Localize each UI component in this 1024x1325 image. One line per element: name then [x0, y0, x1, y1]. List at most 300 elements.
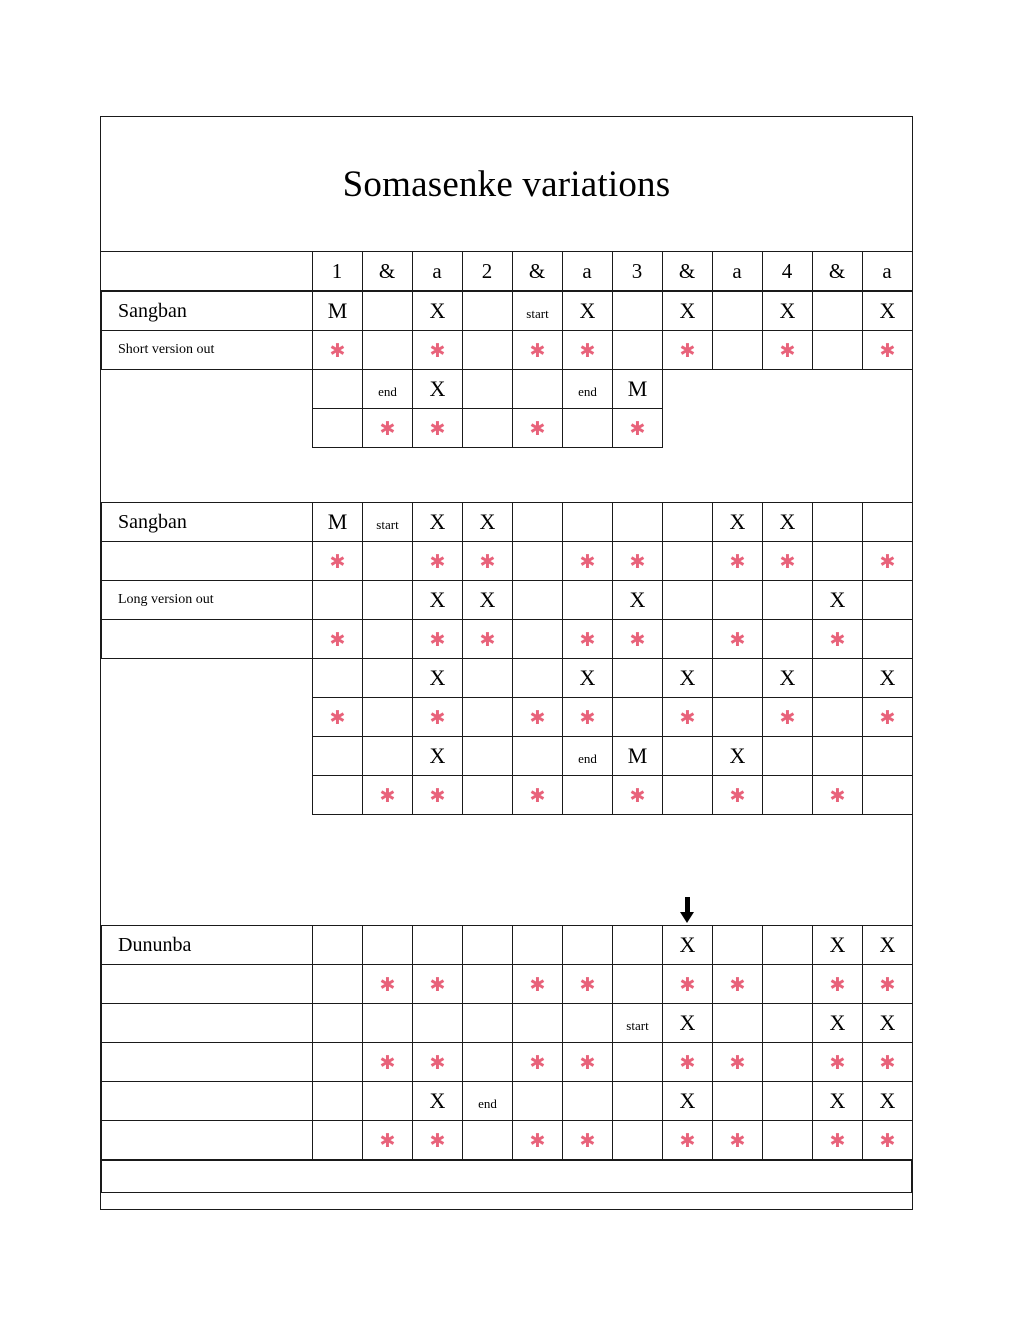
- beat-cell-7[interactable]: [613, 542, 663, 581]
- beat-cell-11[interactable]: [813, 370, 863, 409]
- beat-cell-9[interactable]: [713, 620, 763, 659]
- beat-cell-1[interactable]: [313, 965, 363, 1004]
- beat-cell-8[interactable]: [663, 620, 713, 659]
- beat-cell-9[interactable]: [713, 581, 763, 620]
- beat-cell-8[interactable]: [663, 1121, 713, 1160]
- beat-cell-1[interactable]: [313, 370, 363, 409]
- beat-cell-12[interactable]: [863, 581, 913, 620]
- beat-header-table: [101, 251, 913, 291]
- beat-cell-3[interactable]: [413, 370, 463, 409]
- beat-cell-5[interactable]: [513, 926, 563, 965]
- beat-cell-8[interactable]: [663, 965, 713, 1004]
- beat-cell-4[interactable]: [463, 737, 513, 776]
- beat-cell-11[interactable]: [813, 776, 863, 815]
- accent-star-glyph: ✱: [879, 974, 896, 996]
- beat-cell-4[interactable]: [463, 1004, 513, 1043]
- beat-cell-11[interactable]: [813, 737, 863, 776]
- beat-cell-8[interactable]: [663, 331, 713, 370]
- beat-cell-7[interactable]: [613, 1004, 663, 1043]
- beat-cell-11[interactable]: [813, 542, 863, 581]
- hit-glyph: X: [429, 665, 446, 690]
- beat-cell-1[interactable]: [313, 620, 363, 659]
- beat-cell-8[interactable]: [663, 776, 713, 815]
- beat-header-cell-10: 4: [762, 252, 812, 291]
- beat-cell-9[interactable]: [713, 698, 763, 737]
- beat-cell-6[interactable]: [563, 292, 613, 331]
- beat-cell-2[interactable]: [363, 776, 413, 815]
- row-label-empty: [102, 1043, 313, 1082]
- accent-star-glyph: ✱: [879, 707, 896, 729]
- beat-cell-9[interactable]: [713, 1043, 763, 1082]
- beat-cell-4[interactable]: [463, 1043, 513, 1082]
- accent-star-glyph: ✱: [529, 418, 546, 440]
- beat-cell-5[interactable]: [513, 1004, 563, 1043]
- accent-star-glyph: ✱: [429, 707, 446, 729]
- beat-cell-10[interactable]: [763, 331, 813, 370]
- spacer-cell-2: [362, 448, 412, 502]
- accent-star-glyph: ✱: [429, 1130, 446, 1152]
- row-label-empty: [102, 620, 313, 659]
- beat-cell-8[interactable]: [663, 503, 713, 542]
- beat-cell-5[interactable]: [513, 503, 563, 542]
- beat-cell-7[interactable]: [613, 659, 663, 698]
- beat-cell-5[interactable]: [513, 1121, 563, 1160]
- beat-cell-11[interactable]: [813, 1082, 863, 1121]
- beat-cell-5[interactable]: [513, 737, 563, 776]
- beat-cell-6[interactable]: [563, 1004, 613, 1043]
- beat-cell-10[interactable]: [763, 409, 813, 448]
- spacer-cell-5: [512, 815, 562, 925]
- beat-cell-3[interactable]: [413, 776, 463, 815]
- beat-cell-3[interactable]: [413, 698, 463, 737]
- beat-cell-7[interactable]: [613, 926, 663, 965]
- beat-cell-5[interactable]: [513, 542, 563, 581]
- beat-cell-5[interactable]: [513, 331, 563, 370]
- beat-cell-10[interactable]: [763, 1121, 813, 1160]
- hit-glyph: X: [729, 509, 746, 534]
- beat-cell-1[interactable]: [313, 926, 363, 965]
- table-row: [102, 370, 913, 409]
- beat-cell-8[interactable]: [663, 926, 713, 965]
- beat-cell-7[interactable]: [613, 331, 663, 370]
- beat-cell-8[interactable]: [663, 542, 713, 581]
- beat-cell-1[interactable]: [313, 659, 363, 698]
- accent-star-glyph: ✱: [829, 629, 846, 651]
- beat-cell-5[interactable]: [513, 581, 563, 620]
- beat-cell-7[interactable]: [613, 409, 663, 448]
- beat-cell-8[interactable]: [663, 370, 713, 409]
- beat-cell-6[interactable]: [563, 503, 613, 542]
- beat-cell-1[interactable]: [313, 737, 363, 776]
- beat-cell-7[interactable]: [613, 292, 663, 331]
- accent-star-glyph: ✱: [329, 551, 346, 573]
- end-marker: end: [478, 1095, 497, 1111]
- beat-cell-2[interactable]: [363, 1004, 413, 1043]
- beat-cell-12[interactable]: [863, 776, 913, 815]
- beat-cell-12[interactable]: [863, 503, 913, 542]
- beat-cell-11[interactable]: [813, 292, 863, 331]
- beat-cell-2[interactable]: [363, 965, 413, 1004]
- title-band: [101, 117, 912, 251]
- beat-cell-10[interactable]: [763, 926, 813, 965]
- accent-star-glyph: ✱: [829, 1130, 846, 1152]
- beat-cell-9[interactable]: [713, 659, 763, 698]
- beat-cell-9[interactable]: [713, 1121, 763, 1160]
- beat-cell-9[interactable]: [713, 776, 763, 815]
- beat-cell-6[interactable]: [563, 1082, 613, 1121]
- beat-cell-8[interactable]: [663, 581, 713, 620]
- row-label-sangban: Sangban: [102, 292, 313, 331]
- beat-cell-6[interactable]: [563, 370, 613, 409]
- beat-cell-3[interactable]: [413, 409, 463, 448]
- beat-cell-4[interactable]: [463, 926, 513, 965]
- beat-cell-5[interactable]: [513, 292, 563, 331]
- beat-cell-11[interactable]: [813, 1121, 863, 1160]
- beat-cell-6[interactable]: [563, 1043, 613, 1082]
- beat-cell-5[interactable]: [513, 1043, 563, 1082]
- spacer-cell-12: [862, 815, 912, 925]
- beat-cell-1[interactable]: [313, 1004, 363, 1043]
- muted-glyph: M: [627, 743, 648, 768]
- beat-cell-3[interactable]: [413, 1082, 463, 1121]
- beat-cell-11[interactable]: [813, 1043, 863, 1082]
- beat-cell-7[interactable]: [613, 620, 663, 659]
- beat-cell-2[interactable]: [363, 659, 413, 698]
- hit-glyph: X: [679, 665, 696, 690]
- accent-star-glyph: ✱: [429, 1052, 446, 1074]
- beat-cell-3[interactable]: [413, 292, 463, 331]
- beat-cell-5[interactable]: [513, 659, 563, 698]
- beat-cell-11[interactable]: [813, 620, 863, 659]
- table-row: [102, 1121, 913, 1160]
- beat-cell-2[interactable]: [363, 409, 413, 448]
- beat-cell-2[interactable]: [363, 1082, 413, 1121]
- hit-glyph: X: [479, 587, 496, 612]
- page-title: Somasenke variations: [342, 163, 671, 205]
- beat-cell-5[interactable]: [513, 409, 563, 448]
- beat-cell-9[interactable]: [713, 292, 763, 331]
- table-row: [102, 542, 913, 581]
- beat-cell-12[interactable]: [863, 331, 913, 370]
- hit-glyph: X: [879, 298, 896, 323]
- beat-cell-1[interactable]: [313, 409, 363, 448]
- accent-star-glyph: ✱: [729, 629, 746, 651]
- row-label-empty: [102, 737, 313, 776]
- beat-cell-7[interactable]: [613, 1121, 663, 1160]
- beat-cell-3[interactable]: [413, 503, 463, 542]
- beat-cell-11[interactable]: [813, 331, 863, 370]
- beat-cell-3[interactable]: [413, 542, 463, 581]
- beat-cell-6[interactable]: [563, 737, 613, 776]
- beat-cell-11[interactable]: [813, 581, 863, 620]
- beat-cell-5[interactable]: [513, 776, 563, 815]
- beat-cell-5[interactable]: [513, 1082, 563, 1121]
- row-label-empty: [102, 659, 313, 698]
- beat-cell-1[interactable]: [313, 503, 363, 542]
- beat-cell-2[interactable]: [363, 926, 413, 965]
- beat-cell-4[interactable]: [463, 659, 513, 698]
- beat-cell-7[interactable]: [613, 737, 663, 776]
- beat-cell-5[interactable]: [513, 965, 563, 1004]
- beat-cell-9[interactable]: [713, 542, 763, 581]
- table-row: [102, 409, 913, 448]
- beat-cell-3[interactable]: [413, 1043, 463, 1082]
- accent-star-glyph: ✱: [729, 1052, 746, 1074]
- row-label-empty: [102, 1121, 313, 1160]
- beat-cell-12[interactable]: [863, 737, 913, 776]
- beat-cell-9[interactable]: [713, 965, 763, 1004]
- table-row: [102, 581, 913, 620]
- hit-glyph: X: [829, 1010, 846, 1035]
- beat-cell-7[interactable]: [613, 1043, 663, 1082]
- beat-cell-4[interactable]: [463, 1121, 513, 1160]
- beat-cell-11[interactable]: [813, 926, 863, 965]
- beat-cell-4[interactable]: [463, 620, 513, 659]
- hit-glyph: X: [679, 1010, 696, 1035]
- beat-cell-6[interactable]: [563, 659, 613, 698]
- beat-cell-9[interactable]: [713, 331, 763, 370]
- beat-cell-5[interactable]: [513, 620, 563, 659]
- beat-cell-8[interactable]: [663, 409, 713, 448]
- beat-cell-7[interactable]: [613, 370, 663, 409]
- hit-glyph: X: [879, 665, 896, 690]
- hit-glyph: X: [879, 1088, 896, 1113]
- beat-cell-2[interactable]: [363, 292, 413, 331]
- beat-cell-6[interactable]: [563, 965, 613, 1004]
- beat-cell-6[interactable]: [563, 620, 613, 659]
- beat-cell-6[interactable]: [563, 542, 613, 581]
- beat-cell-4[interactable]: [463, 331, 513, 370]
- beat-cell-6[interactable]: [563, 581, 613, 620]
- hit-glyph: X: [679, 298, 696, 323]
- beat-cell-1[interactable]: [313, 581, 363, 620]
- accent-star-glyph: ✱: [579, 629, 596, 651]
- hit-glyph: X: [629, 587, 646, 612]
- beat-cell-3[interactable]: [413, 581, 463, 620]
- beat-cell-4[interactable]: [463, 409, 513, 448]
- accent-star-glyph: ✱: [879, 1130, 896, 1152]
- beat-cell-8[interactable]: [663, 659, 713, 698]
- hit-glyph: X: [679, 932, 696, 957]
- beat-cell-7[interactable]: [613, 776, 663, 815]
- beat-cell-11[interactable]: [813, 1004, 863, 1043]
- hit-glyph: X: [429, 587, 446, 612]
- accent-star-glyph: ✱: [729, 785, 746, 807]
- beat-header-cell-3: a: [412, 252, 462, 291]
- spacer-cell-2: [362, 815, 412, 925]
- beat-cell-2[interactable]: [363, 331, 413, 370]
- beat-cell-4[interactable]: [463, 1082, 513, 1121]
- beat-cell-10[interactable]: [763, 1043, 813, 1082]
- beat-cell-3[interactable]: [413, 659, 463, 698]
- beat-cell-2[interactable]: [363, 698, 413, 737]
- beat-header-label: [101, 252, 312, 291]
- spacer-cell-1: [312, 448, 362, 502]
- beat-cell-9[interactable]: [713, 370, 763, 409]
- hit-glyph: X: [829, 587, 846, 612]
- beat-cell-3[interactable]: [413, 1004, 463, 1043]
- beat-cell-12[interactable]: [863, 698, 913, 737]
- beat-cell-8[interactable]: [663, 292, 713, 331]
- beat-cell-10[interactable]: [763, 965, 813, 1004]
- beat-cell-8[interactable]: [663, 1082, 713, 1121]
- beat-cell-8[interactable]: [663, 737, 713, 776]
- beat-cell-10[interactable]: [763, 581, 813, 620]
- beat-cell-1[interactable]: [313, 1043, 363, 1082]
- beat-cell-12[interactable]: [863, 370, 913, 409]
- bottom-empty-row: [102, 1161, 912, 1193]
- row-label-empty: [102, 965, 313, 1004]
- beat-cell-2[interactable]: [363, 503, 413, 542]
- beat-cell-10[interactable]: [763, 1082, 813, 1121]
- beat-cell-4[interactable]: [463, 292, 513, 331]
- hit-glyph: X: [679, 1088, 696, 1113]
- beat-cell-10[interactable]: [763, 1004, 813, 1043]
- beat-cell-1[interactable]: [313, 1082, 363, 1121]
- row-label-empty: [102, 542, 313, 581]
- spacer-cell-11: [812, 448, 862, 502]
- beat-cell-2[interactable]: [363, 370, 413, 409]
- accent-star-glyph: ✱: [379, 785, 396, 807]
- beat-cell-4[interactable]: [463, 698, 513, 737]
- beat-header-cell-4: 2: [462, 252, 512, 291]
- beat-header-cell-7: 3: [612, 252, 662, 291]
- beat-cell-1[interactable]: [313, 292, 363, 331]
- beat-cell-9[interactable]: [713, 926, 763, 965]
- beat-cell-5[interactable]: [513, 698, 563, 737]
- beat-cell-10[interactable]: [763, 370, 813, 409]
- beat-cell-12[interactable]: [863, 926, 913, 965]
- beat-cell-10[interactable]: [763, 503, 813, 542]
- spacer-row: [101, 448, 912, 502]
- beat-cell-10[interactable]: [763, 737, 813, 776]
- beat-cell-2[interactable]: [363, 1121, 413, 1160]
- beat-cell-12[interactable]: [863, 965, 913, 1004]
- beat-cell-3[interactable]: [413, 620, 463, 659]
- beat-cell-3[interactable]: [413, 331, 463, 370]
- beat-cell-12[interactable]: [863, 620, 913, 659]
- beat-cell-9[interactable]: [713, 1004, 763, 1043]
- muted-glyph: M: [327, 509, 348, 534]
- beat-cell-9[interactable]: [713, 503, 763, 542]
- beat-cell-9[interactable]: [713, 1082, 763, 1121]
- beat-cell-12[interactable]: [863, 1043, 913, 1082]
- beat-cell-9[interactable]: [713, 409, 763, 448]
- beat-cell-8[interactable]: [663, 1043, 713, 1082]
- beat-cell-11[interactable]: [813, 503, 863, 542]
- table-row: [102, 926, 913, 965]
- beat-header-cell-11: &: [812, 252, 862, 291]
- beat-cell-12[interactable]: [863, 292, 913, 331]
- hit-glyph: X: [429, 1088, 446, 1113]
- hit-glyph: X: [579, 298, 596, 323]
- beat-cell-2[interactable]: [363, 581, 413, 620]
- beat-cell-10[interactable]: [763, 292, 813, 331]
- beat-cell-6[interactable]: [563, 698, 613, 737]
- beat-cell-11[interactable]: [813, 698, 863, 737]
- accent-star-glyph: ✱: [729, 974, 746, 996]
- beat-cell-7[interactable]: [613, 1082, 663, 1121]
- beat-cell-12[interactable]: [863, 1004, 913, 1043]
- beat-cell-6[interactable]: [563, 926, 613, 965]
- beat-cell-6[interactable]: [563, 409, 613, 448]
- spacer-cell-4: [462, 815, 512, 925]
- beat-cell-7[interactable]: [613, 698, 663, 737]
- beat-cell-11[interactable]: [813, 965, 863, 1004]
- beat-cell-8[interactable]: [663, 698, 713, 737]
- beat-cell-2[interactable]: [363, 620, 413, 659]
- beat-cell-10[interactable]: [763, 620, 813, 659]
- accent-star-glyph: ✱: [779, 551, 796, 573]
- beat-cell-8[interactable]: [663, 1004, 713, 1043]
- beat-cell-4[interactable]: [463, 370, 513, 409]
- row-label-short-version-out: Short version out: [102, 331, 313, 370]
- beat-cell-4[interactable]: [463, 503, 513, 542]
- start-marker: start: [626, 1017, 649, 1033]
- beat-cell-12[interactable]: [863, 542, 913, 581]
- hit-glyph: X: [829, 932, 846, 957]
- bottom-empty-row-table: [101, 1160, 912, 1193]
- table-row: [102, 1004, 913, 1043]
- beat-cell-2[interactable]: [363, 1043, 413, 1082]
- beat-cell-1[interactable]: [313, 331, 363, 370]
- beat-cell-1[interactable]: [313, 776, 363, 815]
- beat-cell-11[interactable]: [813, 409, 863, 448]
- beat-cell-5[interactable]: [513, 370, 563, 409]
- beat-cell-9[interactable]: [713, 737, 763, 776]
- beat-cell-3[interactable]: [413, 737, 463, 776]
- start-marker: start: [526, 305, 549, 321]
- beat-cell-6[interactable]: [563, 776, 613, 815]
- beat-cell-10[interactable]: [763, 698, 813, 737]
- beat-cell-6[interactable]: [563, 331, 613, 370]
- sections-host: [101, 291, 912, 1193]
- beat-cell-10[interactable]: [763, 659, 813, 698]
- accent-star-glyph: ✱: [429, 974, 446, 996]
- beat-cell-12[interactable]: [863, 1082, 913, 1121]
- beat-cell-12[interactable]: [863, 659, 913, 698]
- beat-cell-2[interactable]: [363, 542, 413, 581]
- hit-glyph: X: [479, 509, 496, 534]
- beat-cell-4[interactable]: [463, 581, 513, 620]
- beat-cell-7[interactable]: [613, 503, 663, 542]
- beat-cell-4[interactable]: [463, 542, 513, 581]
- beat-cell-4[interactable]: [463, 776, 513, 815]
- beat-cell-10[interactable]: [763, 776, 813, 815]
- beat-cell-3[interactable]: [413, 1121, 463, 1160]
- beat-cell-12[interactable]: [863, 1121, 913, 1160]
- accent-star-glyph: ✱: [329, 707, 346, 729]
- beat-cell-3[interactable]: [413, 965, 463, 1004]
- beat-cell-1[interactable]: [313, 1121, 363, 1160]
- row-label-empty: [102, 698, 313, 737]
- beat-cell-10[interactable]: [763, 542, 813, 581]
- beat-cell-4[interactable]: [463, 965, 513, 1004]
- beat-cell-7[interactable]: [613, 965, 663, 1004]
- accent-star-glyph: ✱: [379, 1052, 396, 1074]
- beat-cell-3[interactable]: [413, 926, 463, 965]
- accent-star-glyph: ✱: [529, 1130, 546, 1152]
- beat-cell-7[interactable]: [613, 581, 663, 620]
- muted-glyph: M: [327, 298, 348, 323]
- beat-cell-1[interactable]: [313, 698, 363, 737]
- beat-cell-2[interactable]: [363, 737, 413, 776]
- beat-cell-1[interactable]: [313, 542, 363, 581]
- hit-glyph: X: [579, 665, 596, 690]
- beat-cell-6[interactable]: [563, 1121, 613, 1160]
- beat-cell-11[interactable]: [813, 659, 863, 698]
- beat-cell-12[interactable]: [863, 409, 913, 448]
